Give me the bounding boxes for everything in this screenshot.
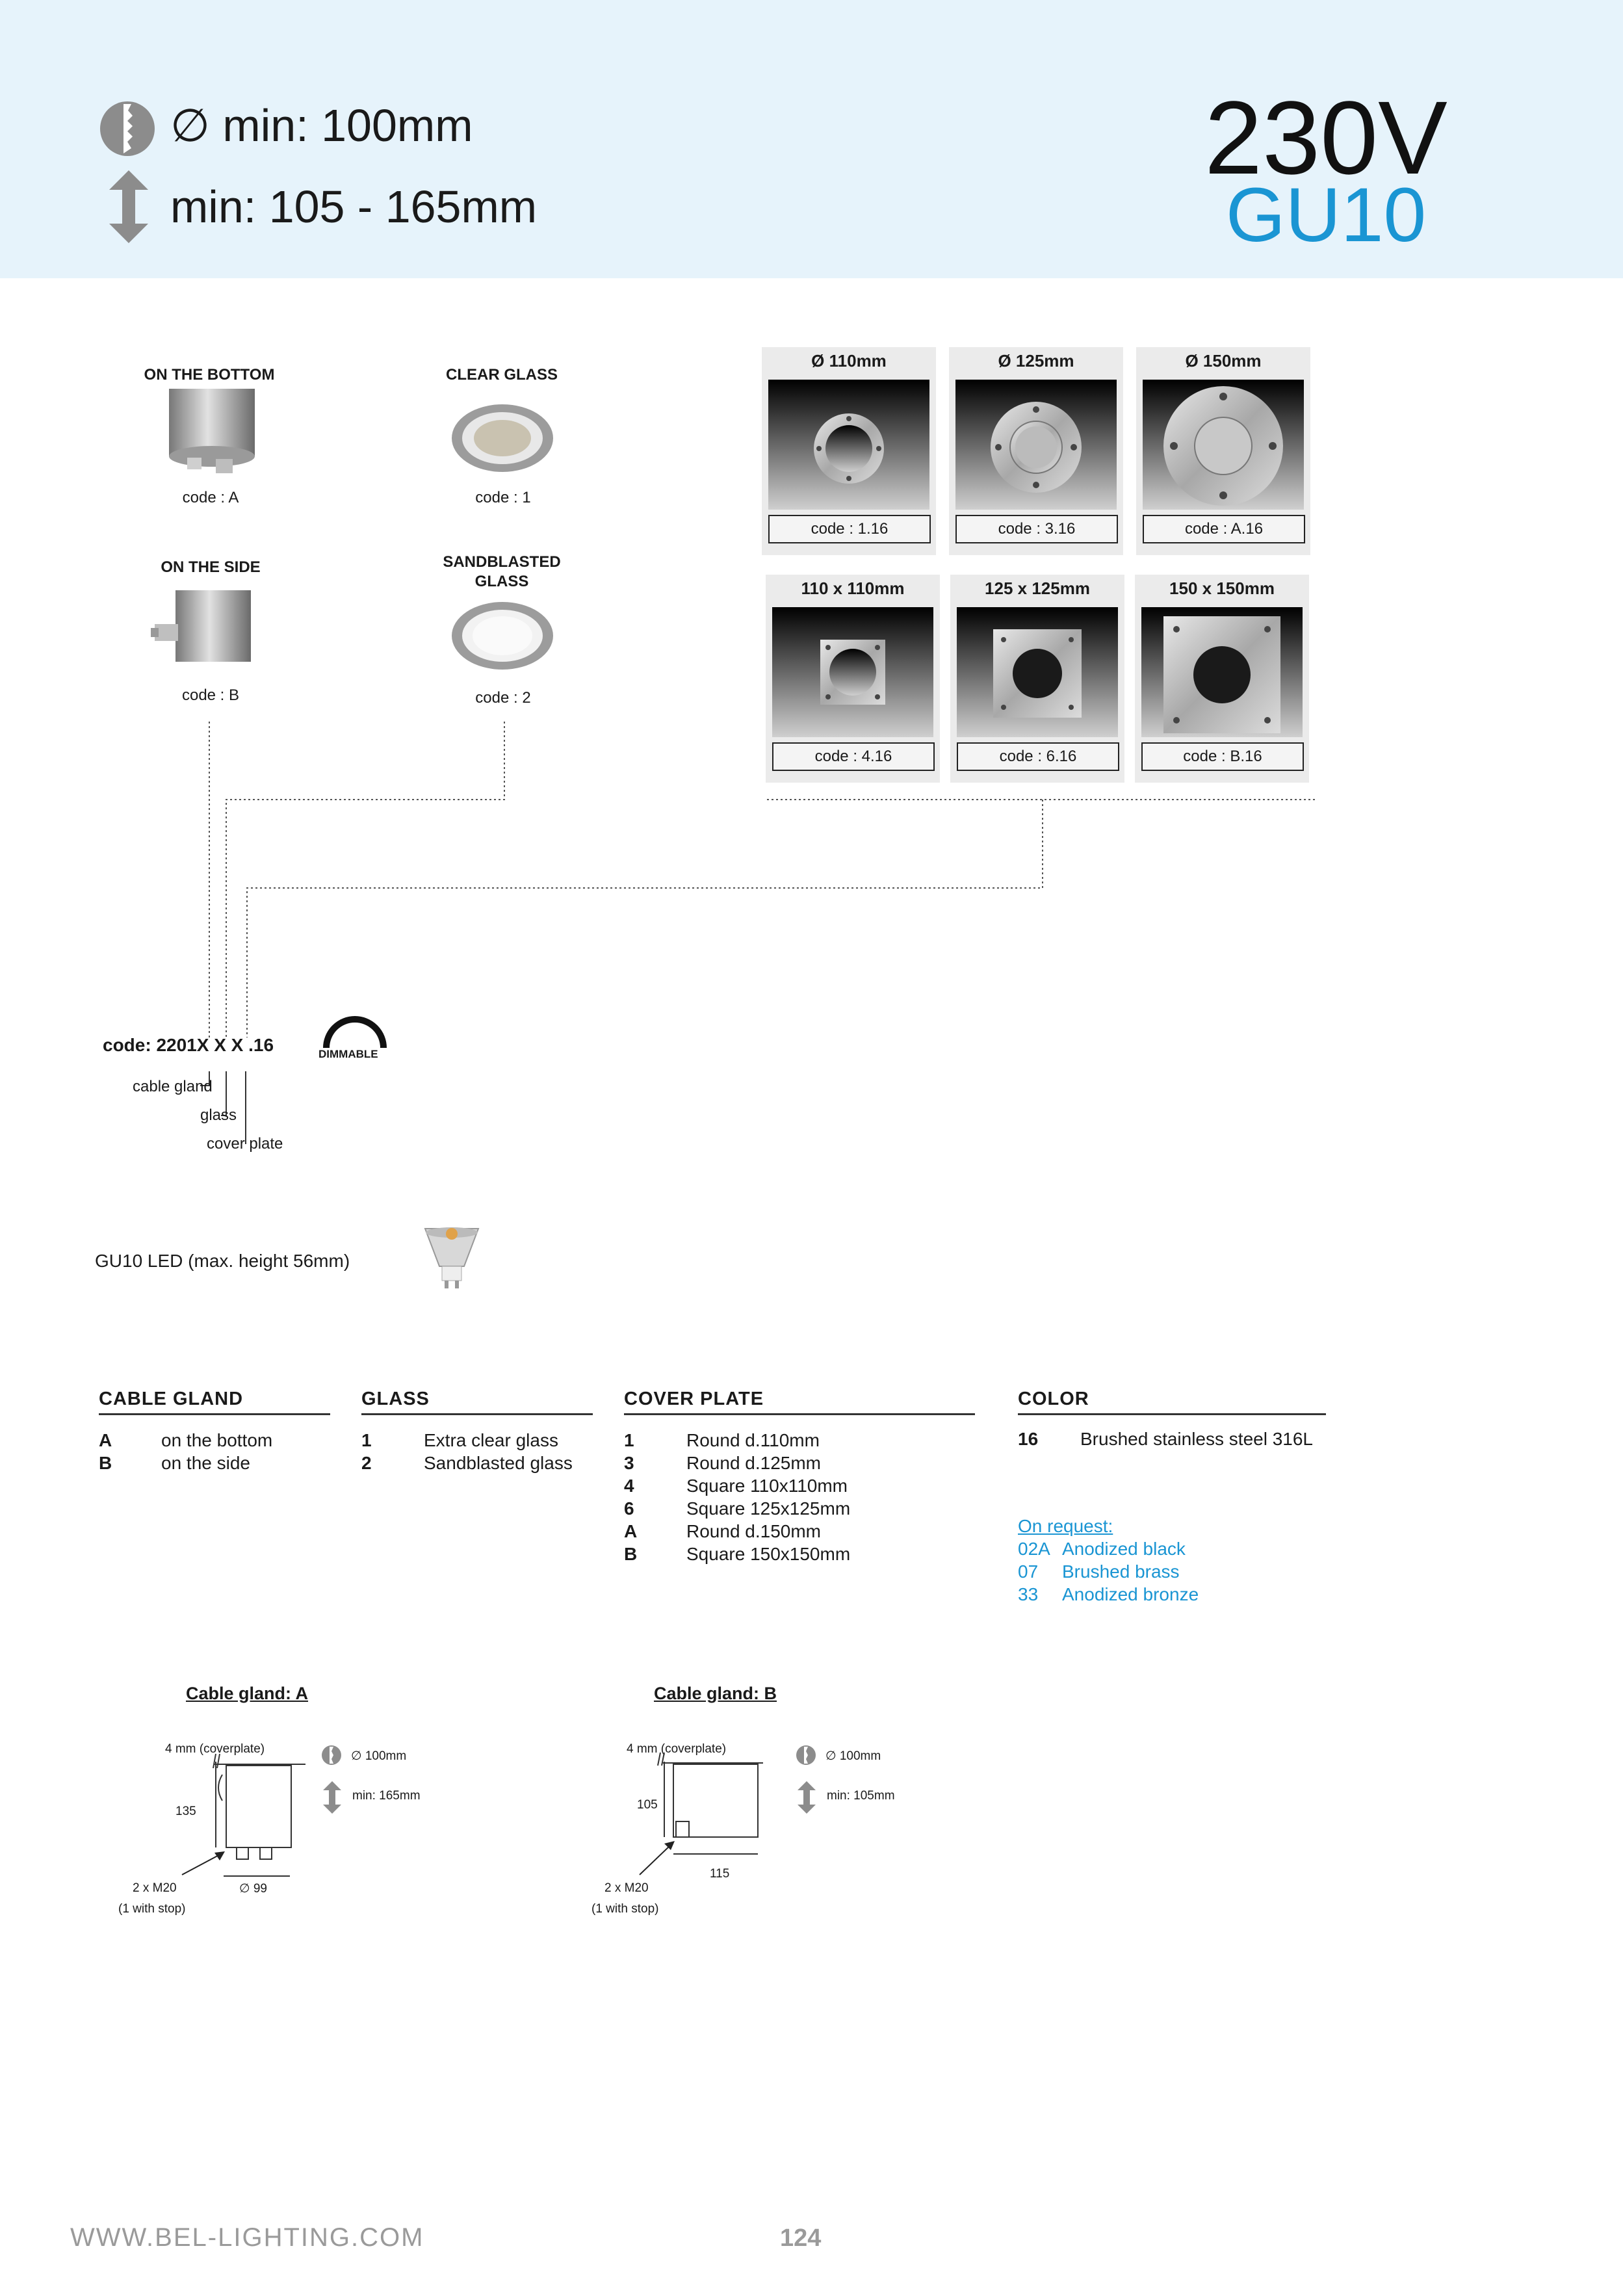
on-request-label: On request: [1018,1516,1113,1536]
table-row-code: A [99,1430,112,1450]
panel-title: 110 x 110mm [801,579,905,598]
table-row-code: 3 [624,1453,634,1473]
table-row-code: 6 [624,1498,634,1519]
drawing-a-diameter: ∅ 99 [239,1882,267,1896]
table-row-text: on the side [161,1453,250,1473]
table-row-text: Square 110x110mm [686,1476,848,1496]
panel-code: code : 4.16 [772,742,935,771]
drawing-a-cover: 4 mm (coverplate) [165,1742,265,1756]
panel-code: code : 6.16 [957,742,1119,771]
option-clear-glass-code: code : 1 [475,489,531,506]
option-clear-glass-label: CLEAR GLASS [445,366,558,384]
drawing-b-sketch [585,1749,780,1879]
table-color-header: COLOR [1018,1389,1089,1409]
table-row-code: 1 [361,1430,372,1450]
table-rule [99,1413,330,1415]
on-request-text: Brushed brass [1062,1561,1180,1582]
height-text: min: 105 - 165mm [170,181,538,232]
drawing-a-height: 135 [175,1805,196,1818]
drawing-b-height: 105 [637,1798,658,1812]
panel-code: code : A.16 [1143,515,1305,543]
option-side-code: code : B [181,686,240,704]
drawing-b-title: Cable gland: B [654,1684,777,1703]
drawing-b-stop: (1 with stop) [591,1902,659,1916]
panel-code: code : B.16 [1141,742,1304,771]
table-glass-header: GLASS [361,1389,430,1409]
dimmable-icon [321,1014,389,1053]
drawing-a-diameter-icon [321,1745,342,1766]
table-row-code: B [99,1453,112,1473]
option-bottom-code: code : A [182,489,239,506]
table-row-code: B [624,1544,638,1564]
table-row-text: Square 150x150mm [686,1544,851,1564]
table-cover-plate-header: COVER PLATE [624,1389,764,1409]
option-sandblasted-label-2: GLASS [474,573,529,590]
on-request-text: Anodized bronze [1062,1584,1199,1604]
drawing-b-m20: 2 x M20 [604,1881,649,1895]
on-request-code: 33 [1018,1584,1039,1604]
on-request-text: Anodized black [1062,1539,1186,1559]
panel-title: Ø 125mm [998,351,1074,371]
voltage-label: 230V [1204,79,1448,196]
key-glass: glass [200,1106,237,1124]
panel-title: Ø 110mm [811,351,887,371]
table-row-text: Extra clear glass [424,1430,558,1450]
key-cover-plate: cover plate [207,1135,283,1153]
table-row-text: on the bottom [161,1430,273,1450]
diameter-text: ∅ min: 100mm [170,100,473,151]
footer-website[interactable]: WWW.BEL-LIGHTING.COM [70,2223,424,2252]
drawing-a-stop: (1 with stop) [118,1902,186,1916]
table-row-code: 1 [624,1430,634,1450]
table-row-text: Square 125x125mm [686,1498,851,1519]
drawing-b-cover: 4 mm (coverplate) [627,1742,727,1756]
drawing-a-m20: 2 x M20 [133,1881,177,1895]
drawing-b-width: 115 [710,1867,730,1881]
drawing-b-icon-height: min: 105mm [827,1789,895,1803]
table-row-code: 16 [1018,1429,1039,1449]
option-sandblasted-code: code : 2 [475,689,531,707]
table-rule [361,1413,593,1415]
table-row-code: 2 [361,1453,372,1473]
option-bottom-label: ON THE BOTTOM [144,366,275,384]
table-row-text: Round d.110mm [686,1430,820,1450]
panel-code: code : 1.16 [768,515,931,543]
table-row-code: A [624,1521,638,1541]
table-row-text: Brushed stainless steel 316L [1080,1429,1313,1449]
on-request-code: 02A [1018,1539,1050,1559]
table-rule [1018,1413,1326,1415]
key-cable-gland: cable gland [133,1078,213,1095]
panel-title: Ø 150mm [1185,351,1262,371]
product-code: code: 2201X X X .16 [103,1035,274,1055]
drawing-a-icon-height: min: 165mm [352,1789,421,1803]
drawing-a-icon-diameter: ∅ 100mm [351,1749,407,1763]
panel-title: 125 x 125mm [985,579,1090,598]
dimmable-label: DIMMABLE [318,1048,378,1060]
table-cable-gland-header: CABLE GLAND [99,1389,244,1409]
drawing-b-icon-diameter: ∅ 100mm [825,1749,881,1763]
table-row-text: Sandblasted glass [424,1453,573,1473]
panel-title: 150 x 150mm [1169,579,1275,598]
drawing-a-title: Cable gland: A [186,1684,309,1703]
option-side-label: ON THE SIDE [161,558,261,576]
table-row-text: Round d.150mm [686,1521,822,1541]
table-row-text: Round d.125mm [686,1453,822,1473]
panel-code: code : 3.16 [955,515,1118,543]
table-row-code: 4 [624,1476,634,1496]
drawing-a-height-icon [322,1781,342,1814]
page-number: 124 [780,2224,822,2252]
drawing-a-sketch [117,1749,312,1892]
base-label: GU10 [1225,172,1427,258]
table-rule [624,1413,975,1415]
on-request-code: 07 [1018,1561,1039,1582]
option-sandblasted-label-1: SANDBLASTED [443,553,561,571]
drawing-b-height-icon [797,1781,816,1814]
drawing-b-diameter-icon [796,1745,816,1766]
gu10-lamp-photo [421,1226,482,1291]
lamp-description: GU10 LED (max. height 56mm) [95,1251,350,1271]
